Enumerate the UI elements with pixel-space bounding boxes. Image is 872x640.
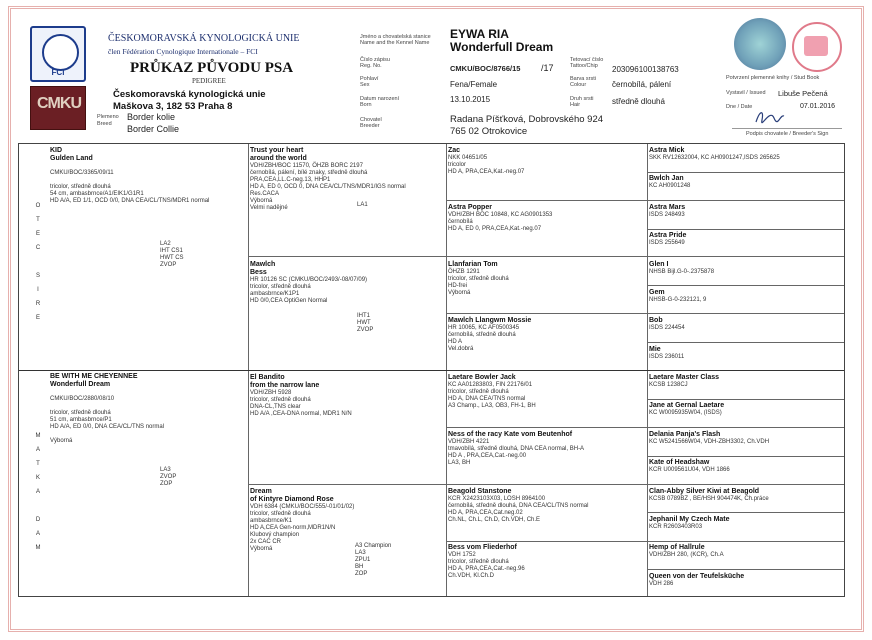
great-great-grandparent-cell xyxy=(649,544,842,559)
great-great-grandparent-cell xyxy=(649,402,842,417)
dog-detail: NKK 04651/05 xyxy=(448,155,488,161)
dog-title: A3 Champion xyxy=(355,542,392,549)
breed-label-cz: Plemeno xyxy=(97,114,119,120)
mother-side-letter: A xyxy=(35,489,40,495)
grandparent-titles xyxy=(357,313,439,334)
great-great-grandparent-cell xyxy=(649,289,842,304)
dog-name: Bwlch Jan xyxy=(649,175,684,183)
row-divider xyxy=(647,229,844,230)
father-side-letter: E xyxy=(35,315,40,321)
dog-detail: tricolor, středně dlouhá xyxy=(250,510,311,517)
dog-reg-no: KCR R2603403R03 xyxy=(649,523,703,530)
dog-name: Jane at Gernal Laetare xyxy=(649,402,725,410)
dog-name: Bob xyxy=(649,317,663,325)
dog-detail: Ch.VDH, Kl.Ch.D xyxy=(448,573,495,580)
dog-detail: HD A, DNA CEA/TNS normal xyxy=(448,396,526,402)
great-great-grandparent-cell xyxy=(649,346,842,361)
org-member: člen Fédération Cynologique Internationale – FCI xyxy=(108,47,258,56)
dog-detail: HD A, ED 0, PRA,CEA,Kat.-neg.07 xyxy=(448,225,542,232)
dog-detail: VDH 6384 (CMKU/BOC/555/-01/01/02) xyxy=(250,503,355,510)
dog-detail: Velmi nadějné xyxy=(250,205,288,211)
org-short: Českomoravská kynologická unie xyxy=(113,89,266,100)
dog-detail: Res.CACA xyxy=(250,191,280,197)
dog-detail: Klubový champion xyxy=(250,531,300,538)
dog-name: Jephanil My Czech Mate xyxy=(649,515,730,523)
dog-detail: tricolor, středně dlouhá xyxy=(50,410,111,416)
dog-detail: KC AA01283803, FIN 22176/01 xyxy=(448,382,533,388)
dog-name: El Bandito xyxy=(250,374,285,381)
dog-detail: DNA-CL,TNS clear xyxy=(250,404,301,410)
dog-detail: ÖHZB 1291 xyxy=(448,268,480,275)
row-divider xyxy=(446,313,844,314)
dog-title: LA3 xyxy=(355,549,366,556)
grandparent-cell xyxy=(250,374,442,418)
dog-detail: HD-frei xyxy=(448,282,467,289)
doc-subtitle: PEDIGREE xyxy=(192,77,226,85)
dog-detail: HR 10065, KC AF0500345 xyxy=(448,325,520,332)
fci-logo: FCI xyxy=(30,26,86,82)
dog-detail: HD A/A ,CEA-DNA normal, MDR1 N/N xyxy=(250,411,352,417)
dog-detail: Výborná xyxy=(250,545,273,552)
dog-name: Delania Panja's Flash xyxy=(649,430,721,438)
name-label: Jméno a chovatelská stanice Name and the Kennel Name xyxy=(360,34,431,46)
dog-reg-no: KCSB 0789BZ , BE/HSH 904474K, Ch.práce xyxy=(649,495,769,502)
dog-detail: Vel.dobrá xyxy=(448,346,474,353)
dog-detail xyxy=(50,163,243,170)
dog-detail: HD A, PRA,CEA,Cat.-neg.96 xyxy=(448,566,525,573)
cmku-logo: CMKU xyxy=(30,86,86,130)
dog-name: Astra Mars xyxy=(649,203,686,211)
dog-reg-no: NHSB Bijl.G-0-.2375878 xyxy=(649,268,715,275)
great-grandparent-cell xyxy=(448,431,643,467)
dog-detail: černobílá xyxy=(448,218,473,225)
great-grandparent-cell xyxy=(448,374,643,410)
dog-detail: HD A, PRA,CEA,Cat.neg.02 xyxy=(448,509,523,516)
great-great-grandparent-cell xyxy=(649,459,842,474)
dog-detail: 54 cm, ambasbrnce/A1/EIK1/G1R1 xyxy=(50,191,144,197)
dog-title: ZPU1 xyxy=(355,556,371,563)
dog-detail: Výborná xyxy=(448,289,471,296)
dog-detail: VDH/ZBH 5928 xyxy=(250,390,292,396)
dog-name-kennel: of Kintyre Diamond Rose xyxy=(250,495,334,503)
issued-label: Vystavil / Issued xyxy=(726,90,766,96)
dog-title: ZVOP xyxy=(160,262,177,268)
dog-name: Ness of the racy Kate vom Beutenhof xyxy=(448,430,573,438)
chip-label: Tetovací číslo Tattoo/Chip xyxy=(570,57,604,69)
father-side-letter: O xyxy=(35,203,41,209)
dog-coat: středně dlouhá xyxy=(612,97,665,106)
dog-name: Mawlch xyxy=(250,260,276,268)
date-value: 07.01.2016 xyxy=(800,103,836,110)
org-address: Maškova 3, 182 53 Praha 8 xyxy=(113,101,233,112)
dog-color: černobílá, pálení xyxy=(612,80,672,89)
row-divider xyxy=(446,541,844,542)
dog-name: Clan-Abby Silver Kiwi at Beagold xyxy=(649,487,760,495)
grandparent-cell xyxy=(250,261,442,305)
breeder-city: 765 02 Otrokovice xyxy=(450,126,528,137)
dog-title: LA1 xyxy=(357,202,368,208)
row-divider xyxy=(647,172,844,173)
dog-detail: tricolor, středně dlouhá xyxy=(448,559,509,566)
dog-detail: ambasbrnce/K1P1 xyxy=(250,290,300,297)
father-side-letter: C xyxy=(35,245,41,251)
dog-detail: HR 10126 SC (CMKU/BOC/2493/-08/07/09) xyxy=(250,276,368,283)
mother-side-letter: M xyxy=(35,545,41,551)
row-divider xyxy=(647,399,844,400)
breeder-name: Radana Píšťková, Dobrovského 924 xyxy=(450,114,604,125)
great-great-grandparent-cell xyxy=(649,573,842,588)
dog-detail: tricolor, středně dlouhá xyxy=(448,389,509,395)
dog-detail xyxy=(50,431,243,438)
dog-detail: HD A, PRA,CEA,Kat.-neg.07 xyxy=(448,169,525,175)
dog-title: BH xyxy=(355,563,364,570)
great-grandparent-cell xyxy=(448,261,643,297)
dog-detail: tricolor, středně dlouhá xyxy=(50,184,111,190)
dog-name-2: Wonderfull Dream xyxy=(450,40,554,54)
dog-name: Zac xyxy=(448,147,461,154)
dog-title: LA2 xyxy=(160,241,171,247)
dog-name-kennel: around the world xyxy=(250,155,307,162)
row-divider xyxy=(248,256,844,257)
dog-title: IHT1 xyxy=(357,312,371,319)
great-grandparent-cell xyxy=(448,204,643,233)
dog-name: Queen von der Teufelsküche xyxy=(649,572,745,580)
dog-reg-no: KC W0095935W04, (ISDS) xyxy=(649,410,722,417)
great-grandparent-cell xyxy=(448,488,643,524)
issued-by: Libuše Pečená xyxy=(778,89,828,98)
breeder-label: Chovatel Breeder xyxy=(360,117,382,129)
dog-title: IHT CS1 xyxy=(160,248,183,254)
dog-reg-no: VDH/ZBH 280, (KCR), Ch.A xyxy=(649,552,724,559)
dog-detail: 2x CAC CR xyxy=(250,538,282,545)
dog-name: Laetare Master Class xyxy=(649,374,720,381)
doc-title: PRŮKAZ PŮVODU PSA xyxy=(130,60,294,76)
row-divider xyxy=(647,512,844,513)
grandparent-titles xyxy=(355,543,437,578)
reg-label: Číslo zápisu Reg. No. xyxy=(360,57,390,69)
dog-detail: Výborná xyxy=(250,198,273,204)
dog-reg-no: ISDS 255649 xyxy=(649,240,685,247)
father-side-letter: R xyxy=(35,301,41,307)
dog-detail: HD 0/0,CEA OptiGen Normal xyxy=(250,297,328,304)
dog-reg-no: ISDS 236011 xyxy=(649,353,685,360)
dog-name-kennel: from the narrow lane xyxy=(250,382,320,389)
dog-reg-no: CMKU/BOC/8766/15 xyxy=(450,64,521,73)
father-side-letter: E xyxy=(35,231,40,237)
signature-caption: Podpis chovatele / Breeder's Sign xyxy=(746,131,829,137)
great-great-grandparent-cell xyxy=(649,232,842,247)
row-divider xyxy=(647,285,844,286)
dog-name: Kate of Headshaw xyxy=(649,459,710,467)
dog-detail xyxy=(50,403,243,410)
dog-name: Laetare Bowler Jack xyxy=(448,374,516,381)
dog-name: KID xyxy=(50,147,63,154)
dog-detail: VDH 1752 xyxy=(448,552,476,559)
great-grandparent-cell xyxy=(448,317,643,353)
dog-detail: CMKU/BOC/3365/09/11 xyxy=(50,170,114,176)
dog-name: Beagold Stanstone xyxy=(448,487,512,495)
dog-detail: tmavobílá, středně dlouhá, DNA CEA normal, BH-A xyxy=(448,445,585,452)
dog-reg-no: VDH 286 xyxy=(649,580,674,587)
row-divider xyxy=(647,456,844,457)
dog-name: Mie xyxy=(649,345,661,353)
great-great-grandparent-cell xyxy=(649,374,842,389)
great-great-grandparent-cell xyxy=(649,204,842,219)
great-great-grandparent-cell xyxy=(649,147,842,162)
great-grandparent-cell xyxy=(448,544,643,580)
dog-reg-no: KCSB 1238CJ xyxy=(649,382,688,388)
half-divider xyxy=(19,370,844,371)
parent-cell xyxy=(50,147,243,205)
dog-name: Gem xyxy=(649,288,665,296)
globe-icon xyxy=(42,34,79,71)
parent-cell xyxy=(50,373,243,445)
parent-titles xyxy=(160,467,240,488)
dog-detail: tricolor, středně dlouhá xyxy=(250,397,311,403)
great-grandparent-cell xyxy=(448,147,643,176)
dog-name: Bess vom Fliederhof xyxy=(448,544,517,552)
signature-line xyxy=(732,128,842,129)
great-great-grandparent-cell xyxy=(649,516,842,531)
dog-reg-no: ISDS 224454 xyxy=(649,325,685,332)
dog-title: ZVOP xyxy=(357,326,374,333)
dob-label: Datum narození Born xyxy=(360,96,400,108)
grandparent-titles xyxy=(357,202,439,209)
great-great-grandparent-cell xyxy=(649,317,842,332)
dog-name-kennel: Gulden Land xyxy=(50,155,93,162)
dog-detail xyxy=(50,389,243,396)
mother-side-letter: T xyxy=(36,461,40,467)
dog-name-kennel: Bess xyxy=(250,268,267,276)
dog-title: HWT xyxy=(357,319,371,326)
dog-name: BE WITH ME CHEYENNEE xyxy=(50,373,138,380)
dog-sex: Fena/Female xyxy=(450,80,498,89)
dog-detail: černobílá, pálení, bílé znaky, středně dlouhá xyxy=(250,170,368,176)
dog-title: LA3 xyxy=(160,467,171,473)
dog-name: Astra Mick xyxy=(649,147,685,154)
date-label: Dne / Date xyxy=(726,104,753,110)
dog-name: Glen I xyxy=(649,260,669,268)
dog-detail: HD A/A, ED 1/1, OCD 0/0, DNA CEA/CL/TNS/MDR1 normal xyxy=(50,198,210,204)
great-great-grandparent-cell xyxy=(649,488,842,503)
parent-titles xyxy=(160,241,240,269)
dog-reg-suffix: /17 xyxy=(541,63,554,73)
dog-detail: A3 Champ., LA3, OB3, FH-1, BH xyxy=(448,403,536,409)
dog-detail: černobílá, středně dlouhá xyxy=(448,332,516,339)
dog-detail: Výborná xyxy=(50,438,73,444)
great-great-grandparent-cell xyxy=(649,261,842,276)
dog-title: ZOP xyxy=(355,570,368,577)
dog-detail: tricolor, středně dlouhá xyxy=(448,275,509,282)
cmku-stamp-icon xyxy=(792,22,842,72)
dog-detail: CMKU/BOC/2880/08/10 xyxy=(50,396,115,402)
sex-label: Pohlaví Sex xyxy=(360,76,379,88)
seal-caption: Potvrzení plemenné knihy / Stud Book xyxy=(726,75,820,81)
father-side-letter: T xyxy=(36,217,40,223)
dog-detail: Ch.NL, Ch.L, Ch.D, Ch.VDH, Ch.E xyxy=(448,516,541,523)
dog-name: Dream xyxy=(250,487,272,495)
breed-label-en: Breed xyxy=(97,121,112,127)
dog-title: ZVOP xyxy=(160,474,177,480)
dog-detail: PRA,CEA,LL.C-neg.13, HHP1 xyxy=(250,177,331,183)
mother-side-letter: A xyxy=(35,531,40,537)
row-divider xyxy=(446,200,844,201)
father-side-letter: I xyxy=(37,287,39,293)
color-label: Barva srsti Colour xyxy=(570,76,596,88)
mother-side-letter: M xyxy=(35,433,41,439)
dog-name: Astra Pride xyxy=(649,232,687,240)
dog-detail: HD A/A, ED 0/0, DNA CEA/CL/TNS normal xyxy=(50,424,165,430)
dog-detail: HD A xyxy=(448,339,463,346)
dog-detail: VDH/ZBH BOC 10848, KC AG0901353 xyxy=(448,211,553,218)
signature-icon xyxy=(752,106,788,128)
mother-side-letter: A xyxy=(35,447,40,453)
dog-title: ZOP xyxy=(160,481,173,487)
mother-side-letter: D xyxy=(35,517,41,523)
dog-detail: ambasbrnce/K1 xyxy=(250,517,293,524)
dog-name: Hemp of Hallrule xyxy=(649,544,705,552)
great-great-grandparent-cell xyxy=(649,431,842,446)
dog-reg-no: KC W5241566W04, VDH-ZBH3302, Ch.VDH xyxy=(649,438,770,445)
dog-reg-no: SKK RV12632004, KC AH0901247,ISDS 265625 xyxy=(649,155,780,161)
dog-chip: 203096100138763 xyxy=(612,65,679,74)
father-side-letter: S xyxy=(35,273,40,279)
org-name: ČESKOMORAVSKÁ KYNOLOGICKÁ UNIE xyxy=(108,33,300,44)
dog-dob: 13.10.2015 xyxy=(450,95,491,104)
dog-detail: 51 cm, ambasbrnce/P1 xyxy=(50,417,112,423)
stud-book-seal-icon xyxy=(734,18,786,70)
dog-name: Llanfarian Tom xyxy=(448,260,498,268)
row-divider xyxy=(446,427,844,428)
dog-reg-no: ISDS 248493 xyxy=(649,211,685,218)
dog-name: Astra Popper xyxy=(448,203,492,211)
row-divider xyxy=(248,484,844,485)
dog-detail: černobílá, středně dlouhá, DNA CEA/CL/TNS normal xyxy=(448,502,589,509)
coat-label: Druh srsti Hair xyxy=(570,96,594,108)
dog-name: Trust your heart xyxy=(250,147,304,154)
breed-en: Border Collie xyxy=(127,124,180,134)
dog-detail: VDH/ZBH/BOC 11570, ÖHZB BORC 2197 xyxy=(250,163,363,169)
row-divider xyxy=(647,569,844,570)
dog-detail: HD A, ED 0, OCD 0, DNA CEA/CL/TNS/MDR1/IGS normal xyxy=(250,184,406,190)
dog-title: HWT CS xyxy=(160,255,184,261)
mother-side-letter: K xyxy=(35,475,40,481)
great-great-grandparent-cell xyxy=(649,175,842,190)
dog-name-1: EYWA RIA xyxy=(450,27,509,41)
dog-detail: VDH/ZBH 4221 xyxy=(448,438,490,445)
dog-name-kennel: Wonderfull Dream xyxy=(50,381,111,388)
dog-reg-no: KCR U009561U04, VDH 1866 xyxy=(649,467,730,474)
dog-reg-no: NHSB-G-0-232121, 9 xyxy=(649,296,707,303)
dog-name: Mawlch Llangwm Mossie xyxy=(448,317,532,325)
dog-detail: tricolor xyxy=(448,162,467,168)
row-divider xyxy=(647,342,844,343)
dog-detail: HD A,CEA Gen-norm,MDR1N/N xyxy=(250,524,336,531)
dog-detail: tricolor, středně dlouhá xyxy=(250,283,311,290)
dog-detail: HD A , PRA,CEA,Cat.-neg.00 xyxy=(448,452,527,459)
dog-detail: KCR X2423103X03, LOSH 8964100 xyxy=(448,495,546,502)
dog-detail: LA3, BH xyxy=(448,459,471,466)
breed-cz: Border kolie xyxy=(127,112,176,122)
dog-reg-no: KC AH0901248 xyxy=(649,183,691,190)
dog-detail xyxy=(50,177,243,184)
